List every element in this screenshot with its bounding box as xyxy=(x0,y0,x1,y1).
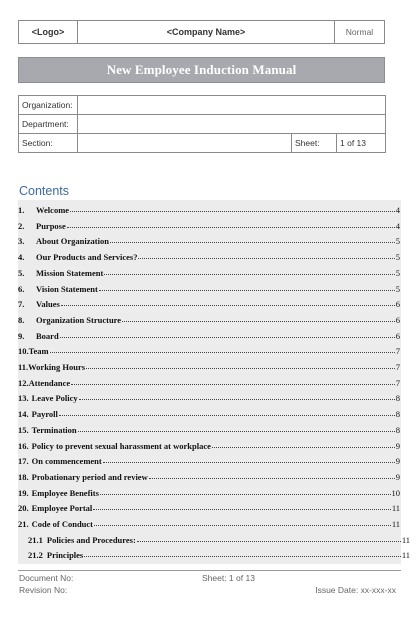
toc-entry-page: 11 xyxy=(391,519,400,529)
toc-leader-dots xyxy=(50,352,395,353)
department-value xyxy=(78,115,386,134)
toc-entry-page: 6 xyxy=(395,299,400,310)
toc-entry-label: Values xyxy=(36,299,60,310)
toc-entry[interactable] xyxy=(18,452,401,466)
footer-document-no: Document No: xyxy=(19,573,74,583)
toc-leader-dots xyxy=(103,462,395,463)
section-value xyxy=(78,134,292,153)
toc-entry-number: 11. xyxy=(18,362,29,372)
toc-entry-page: 11 xyxy=(391,503,400,514)
toc-entry-page: 7 xyxy=(395,362,400,372)
toc-entry-label: Organization Structure xyxy=(36,314,122,325)
toc-entry[interactable] xyxy=(18,311,401,325)
toc-entry-label: Termination xyxy=(31,424,77,435)
toc-entry-page: 11 xyxy=(401,550,410,561)
toc-leader-dots xyxy=(67,227,395,228)
toc-entry[interactable] xyxy=(18,280,401,294)
toc-leader-dots xyxy=(84,556,401,557)
toc-entry-number: 14. xyxy=(18,409,29,420)
toc-entry-label: Principles xyxy=(46,550,84,561)
toc-leader-dots xyxy=(99,290,395,291)
toc-entry[interactable] xyxy=(18,546,411,560)
toc-leader-dots xyxy=(138,258,394,259)
toc-leader-dots xyxy=(70,211,395,212)
toc-entry-number: 12. xyxy=(18,377,29,388)
toc-entry-label: Our Products and Services? xyxy=(36,252,138,263)
toc-entry-label: Payroll xyxy=(31,409,58,420)
document-header xyxy=(18,20,385,44)
toc-leader-dots xyxy=(59,415,395,416)
toc-entry-number: 8. xyxy=(18,314,25,325)
toc-entry-number: 13. xyxy=(18,393,29,404)
toc-entry-label: Welcome xyxy=(36,205,70,215)
toc-entry[interactable] xyxy=(18,531,411,545)
toc-entry-page: 11 xyxy=(401,534,410,545)
toc-entry-label: Team xyxy=(28,346,49,357)
toc-leader-dots xyxy=(110,242,395,243)
section-label: Section: xyxy=(19,134,78,153)
toc-entry-number: 4. xyxy=(18,252,25,263)
toc-entry-page: 5 xyxy=(395,236,400,247)
toc-entry-page: 9 xyxy=(395,440,400,451)
toc-leader-dots xyxy=(60,337,395,338)
toc-entry-number: 3. xyxy=(18,236,25,247)
toc-entry-number: 21.1 xyxy=(28,534,43,545)
toc-entry-label: On commencement xyxy=(31,456,102,467)
toc-leader-dots xyxy=(212,447,395,448)
toc-entry-page: 6 xyxy=(395,314,400,325)
toc-entry-label: Board xyxy=(36,330,59,341)
toc-entry[interactable] xyxy=(18,515,401,529)
footer-sheet: Sheet: 1 of 13 xyxy=(202,573,255,583)
toc-entry-page: 10 xyxy=(391,487,400,498)
toc-entry[interactable] xyxy=(18,389,401,403)
toc-entry-label: Code of Conduct xyxy=(31,519,94,529)
status-label: Normal xyxy=(345,27,374,37)
toc-entry-number: 7. xyxy=(18,299,25,310)
toc-entry-label: Probationary period and review xyxy=(31,471,148,482)
toc-leader-dots xyxy=(94,525,391,526)
toc-entry-label: Purpose xyxy=(36,220,66,231)
toc-entry[interactable] xyxy=(18,358,401,372)
toc-entry-page: 9 xyxy=(395,456,400,467)
toc-entry-label: About Organization xyxy=(36,236,109,247)
toc-entry-page: 5 xyxy=(395,283,400,294)
toc-entry-label: Vision Statement xyxy=(36,283,98,294)
footer-divider xyxy=(18,570,401,571)
toc-entry-page: 8 xyxy=(395,393,400,404)
toc-entry-label: Attendance xyxy=(28,377,71,388)
toc-entry-label: Employee Portal xyxy=(31,503,93,514)
toc-entry-number: 6. xyxy=(18,283,25,294)
toc-entry-label: Working Hours xyxy=(28,362,86,372)
toc-entry-page: 5 xyxy=(395,267,400,278)
toc-entry-number: 9. xyxy=(18,330,25,341)
sheet-value: 1 of 13 xyxy=(337,134,386,153)
toc-entry-label: Mission Statement xyxy=(36,267,104,278)
toc-entry-page: 9 xyxy=(395,471,400,482)
toc-entry-page: 4 xyxy=(395,220,400,231)
toc-entry-label: Leave Policy xyxy=(31,393,78,404)
toc-leader-dots xyxy=(104,274,394,275)
toc-entry-page: 6 xyxy=(395,330,400,341)
toc-entry[interactable] xyxy=(18,468,401,482)
toc-leader-dots xyxy=(79,399,395,400)
toc-entry[interactable] xyxy=(18,248,401,262)
toc-entry-label: Employee Benefits xyxy=(31,487,99,498)
toc-leader-dots xyxy=(78,431,395,432)
toc-entry[interactable] xyxy=(18,437,401,451)
info-table xyxy=(18,95,386,153)
toc-entry[interactable] xyxy=(18,232,401,246)
footer-revision-no: Revision No: xyxy=(19,585,68,595)
toc-leader-dots xyxy=(61,305,395,306)
toc-entry-page: 7 xyxy=(395,346,400,357)
toc-entry-number: 5. xyxy=(18,267,25,278)
toc-entry-number: 20. xyxy=(18,503,29,514)
toc-entry[interactable] xyxy=(18,327,401,341)
logo-placeholder: <Logo> xyxy=(19,21,78,43)
toc-entry-number: 18. xyxy=(18,471,29,482)
toc-leader-dots xyxy=(93,509,391,510)
document-title: New Employee Induction Manual xyxy=(106,62,297,77)
toc-entry-number: 21.2 xyxy=(28,550,43,561)
toc-entry-number: 19. xyxy=(18,487,29,498)
footer-issue-date: Issue Date: xx-xxx-xx xyxy=(315,585,396,595)
toc-entry[interactable] xyxy=(18,374,401,388)
toc-entry[interactable] xyxy=(18,217,401,231)
toc-entry-number: 1. xyxy=(18,205,25,215)
title-banner xyxy=(18,57,385,83)
toc-entry-number: 21. xyxy=(18,519,29,529)
toc-entry-page: 7 xyxy=(395,377,400,388)
organization-value xyxy=(78,96,386,115)
toc-entry-number: 15. xyxy=(18,424,29,435)
contents-heading: Contents xyxy=(19,184,70,198)
company-name: <Company Name> xyxy=(78,21,335,43)
toc-leader-dots xyxy=(86,368,395,369)
toc-leader-dots xyxy=(100,494,391,495)
toc-entry[interactable] xyxy=(18,201,401,215)
toc-entry-number: 10. xyxy=(18,346,29,357)
toc-entry-page: 4 xyxy=(395,205,400,215)
toc-entry[interactable] xyxy=(18,421,401,435)
organization-label: Organization: xyxy=(19,96,78,115)
toc-leader-dots xyxy=(71,384,395,385)
table-of-contents xyxy=(18,200,410,564)
toc-leader-dots xyxy=(149,478,395,479)
toc-entry[interactable] xyxy=(18,295,401,309)
toc-entry-number: 16. xyxy=(18,440,29,451)
toc-entry[interactable] xyxy=(18,499,401,513)
toc-entry-page: 8 xyxy=(395,409,400,420)
toc-entry-page: 5 xyxy=(395,252,400,263)
toc-entry[interactable] xyxy=(18,405,401,419)
toc-entry[interactable] xyxy=(18,484,401,498)
toc-entry-number: 2. xyxy=(18,220,25,231)
department-label: Department: xyxy=(19,115,78,134)
toc-leader-dots xyxy=(122,321,395,322)
toc-entry[interactable] xyxy=(18,342,401,356)
toc-entry-label: Policies and Procedures: xyxy=(46,534,136,545)
toc-entry-label: Policy to prevent sexual harassment at workplace xyxy=(31,440,211,451)
toc-entry[interactable] xyxy=(18,264,401,278)
sheet-label: Sheet: xyxy=(292,134,337,153)
toc-leader-dots xyxy=(137,541,401,542)
toc-entry-number: 17. xyxy=(18,456,29,467)
toc-entry-page: 8 xyxy=(395,424,400,435)
